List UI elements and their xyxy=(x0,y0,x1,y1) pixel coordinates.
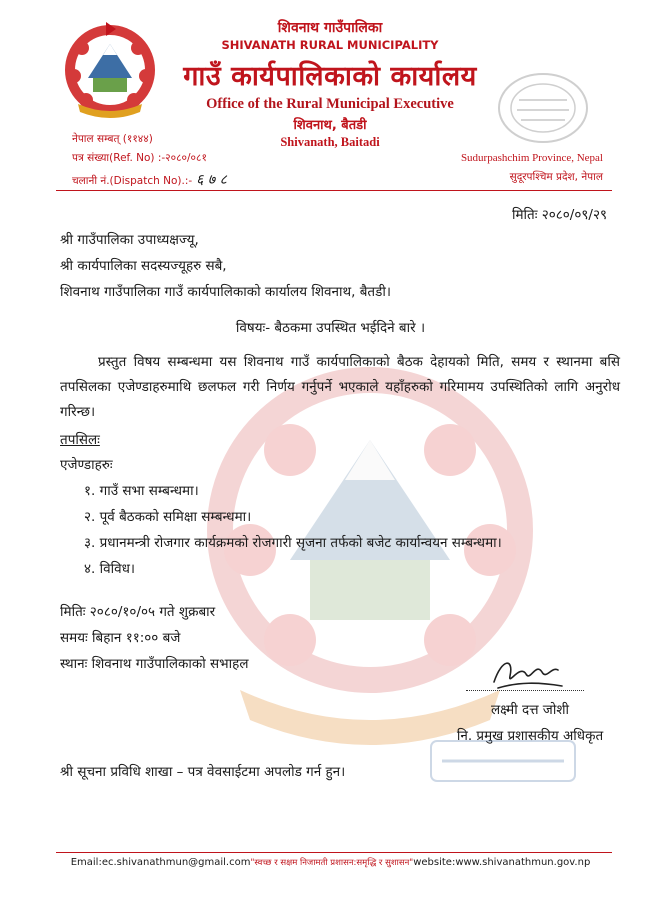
signature-line xyxy=(466,690,584,691)
signatory-name: लक्ष्मी दत्त जोशी xyxy=(491,702,569,718)
header-divider xyxy=(56,190,612,191)
addressee-line: शिवनाथ गाउँपालिका गाउँ कार्यपालिकाको कार्यालय शिवनाथ, बैतडी। xyxy=(60,284,391,300)
letter-date: मितिः २०८०/०९/२९ xyxy=(511,207,607,223)
location-english: Shivanath, Baitadi xyxy=(280,135,380,149)
footer-website: website:www.shivanathmun.gov.np xyxy=(413,857,591,868)
office-name-nepali: गाउँ कार्यपालिकाको कार्यालय xyxy=(183,61,477,92)
location-nepali: शिवनाथ, बैतडी xyxy=(293,118,367,133)
dispatch-value: ६ ७ ८ xyxy=(196,172,227,188)
copy-to-line: श्री सूचना प्रविधि शाखा – पत्र वेवसाईटमा अपलोड गर्न हुन। xyxy=(60,764,346,780)
province-english: Sudurpashchim Province, Nepal xyxy=(460,152,603,164)
meeting-date: मितिः २०८०/१०/०५ गते शुक्रबार xyxy=(60,604,216,620)
addressee-line: श्री कार्यपालिका सदस्यज्यूहरु सबै, xyxy=(60,258,227,274)
office-stamp-icon xyxy=(495,68,591,148)
province-nepali: सुदूरपश्चिम प्रदेश, नेपाल xyxy=(509,171,603,183)
letter-body: प्रस्तुत विषय सम्बन्धमा यस शिवनाथ गाउँ कार्यपालिकाको बैठक देहायको मिति, समय र स्थानमा बसि तपसिलका एजेण्डाहरुमाथि छलफल गरी निर्णय गर्नुपर्ने भएकाले यहाँहरुको गरिमामय उपस्थितिको लागि अनुरोध गरिन्छ। xyxy=(60,354,620,420)
letter-subject: विषयः- बैठकमा उपस्थित भईदिने बारे । xyxy=(235,320,426,336)
meeting-time: समयः बिहान ११:०० बजे xyxy=(60,630,181,646)
footer-slogan: "स्वच्छ र सक्षम निजामती प्रशासन:समृद्धि र सुशासन" xyxy=(250,858,414,868)
dispatch-number xyxy=(72,170,227,189)
agenda-heading: एजेण्डाहरुः xyxy=(60,457,113,473)
office-name-english: Office of the Rural Municipal Executive xyxy=(206,96,454,112)
footer-email: Email:ec.shivanathmun@gmail.com xyxy=(70,857,251,868)
addressee-line: श्री गाउँपालिका उपाध्यक्षज्यू, xyxy=(60,232,199,248)
agenda-item: ४. विविध। xyxy=(84,561,136,577)
footer-divider xyxy=(56,852,612,853)
municipality-name-nepali: शिवनाथ गाउँपालिका xyxy=(277,20,383,36)
municipality-name-english: SHIVANATH RURAL MUNICIPALITY xyxy=(221,38,439,52)
agenda-item: १. गाउँ सभा सम्बन्धमा। xyxy=(84,483,199,499)
details-heading: तपसिलः xyxy=(60,432,100,448)
signatory-title: नि. प्रमुख प्रशासकीय अधिकृत xyxy=(456,728,604,744)
agenda-item: ३. प्रधानमन्त्री रोजगार कार्यक्रमको रोजगारी सृजना तर्फको बजेट कार्यान्वयन सम्बन्धमा। xyxy=(84,535,502,551)
fiscal-year: नेपाल सम्बत् (११४४) xyxy=(72,133,153,145)
reference-number: पत्र संख्या(Ref. No) :-२०८०/०८१ xyxy=(72,152,207,164)
nepal-emblem-icon xyxy=(60,18,160,118)
meeting-venue: स्थानः शिवनाथ गाउँपालिकाको सभाहल xyxy=(60,656,249,672)
agenda-item: २. पूर्व बैठकको समिक्षा सम्बन्धमा। xyxy=(84,509,252,525)
official-seal-icon xyxy=(428,738,578,784)
dispatch-label: चलानी नं.(Dispatch No).:- xyxy=(72,175,193,187)
footer xyxy=(0,857,661,868)
signature-icon xyxy=(488,652,568,694)
